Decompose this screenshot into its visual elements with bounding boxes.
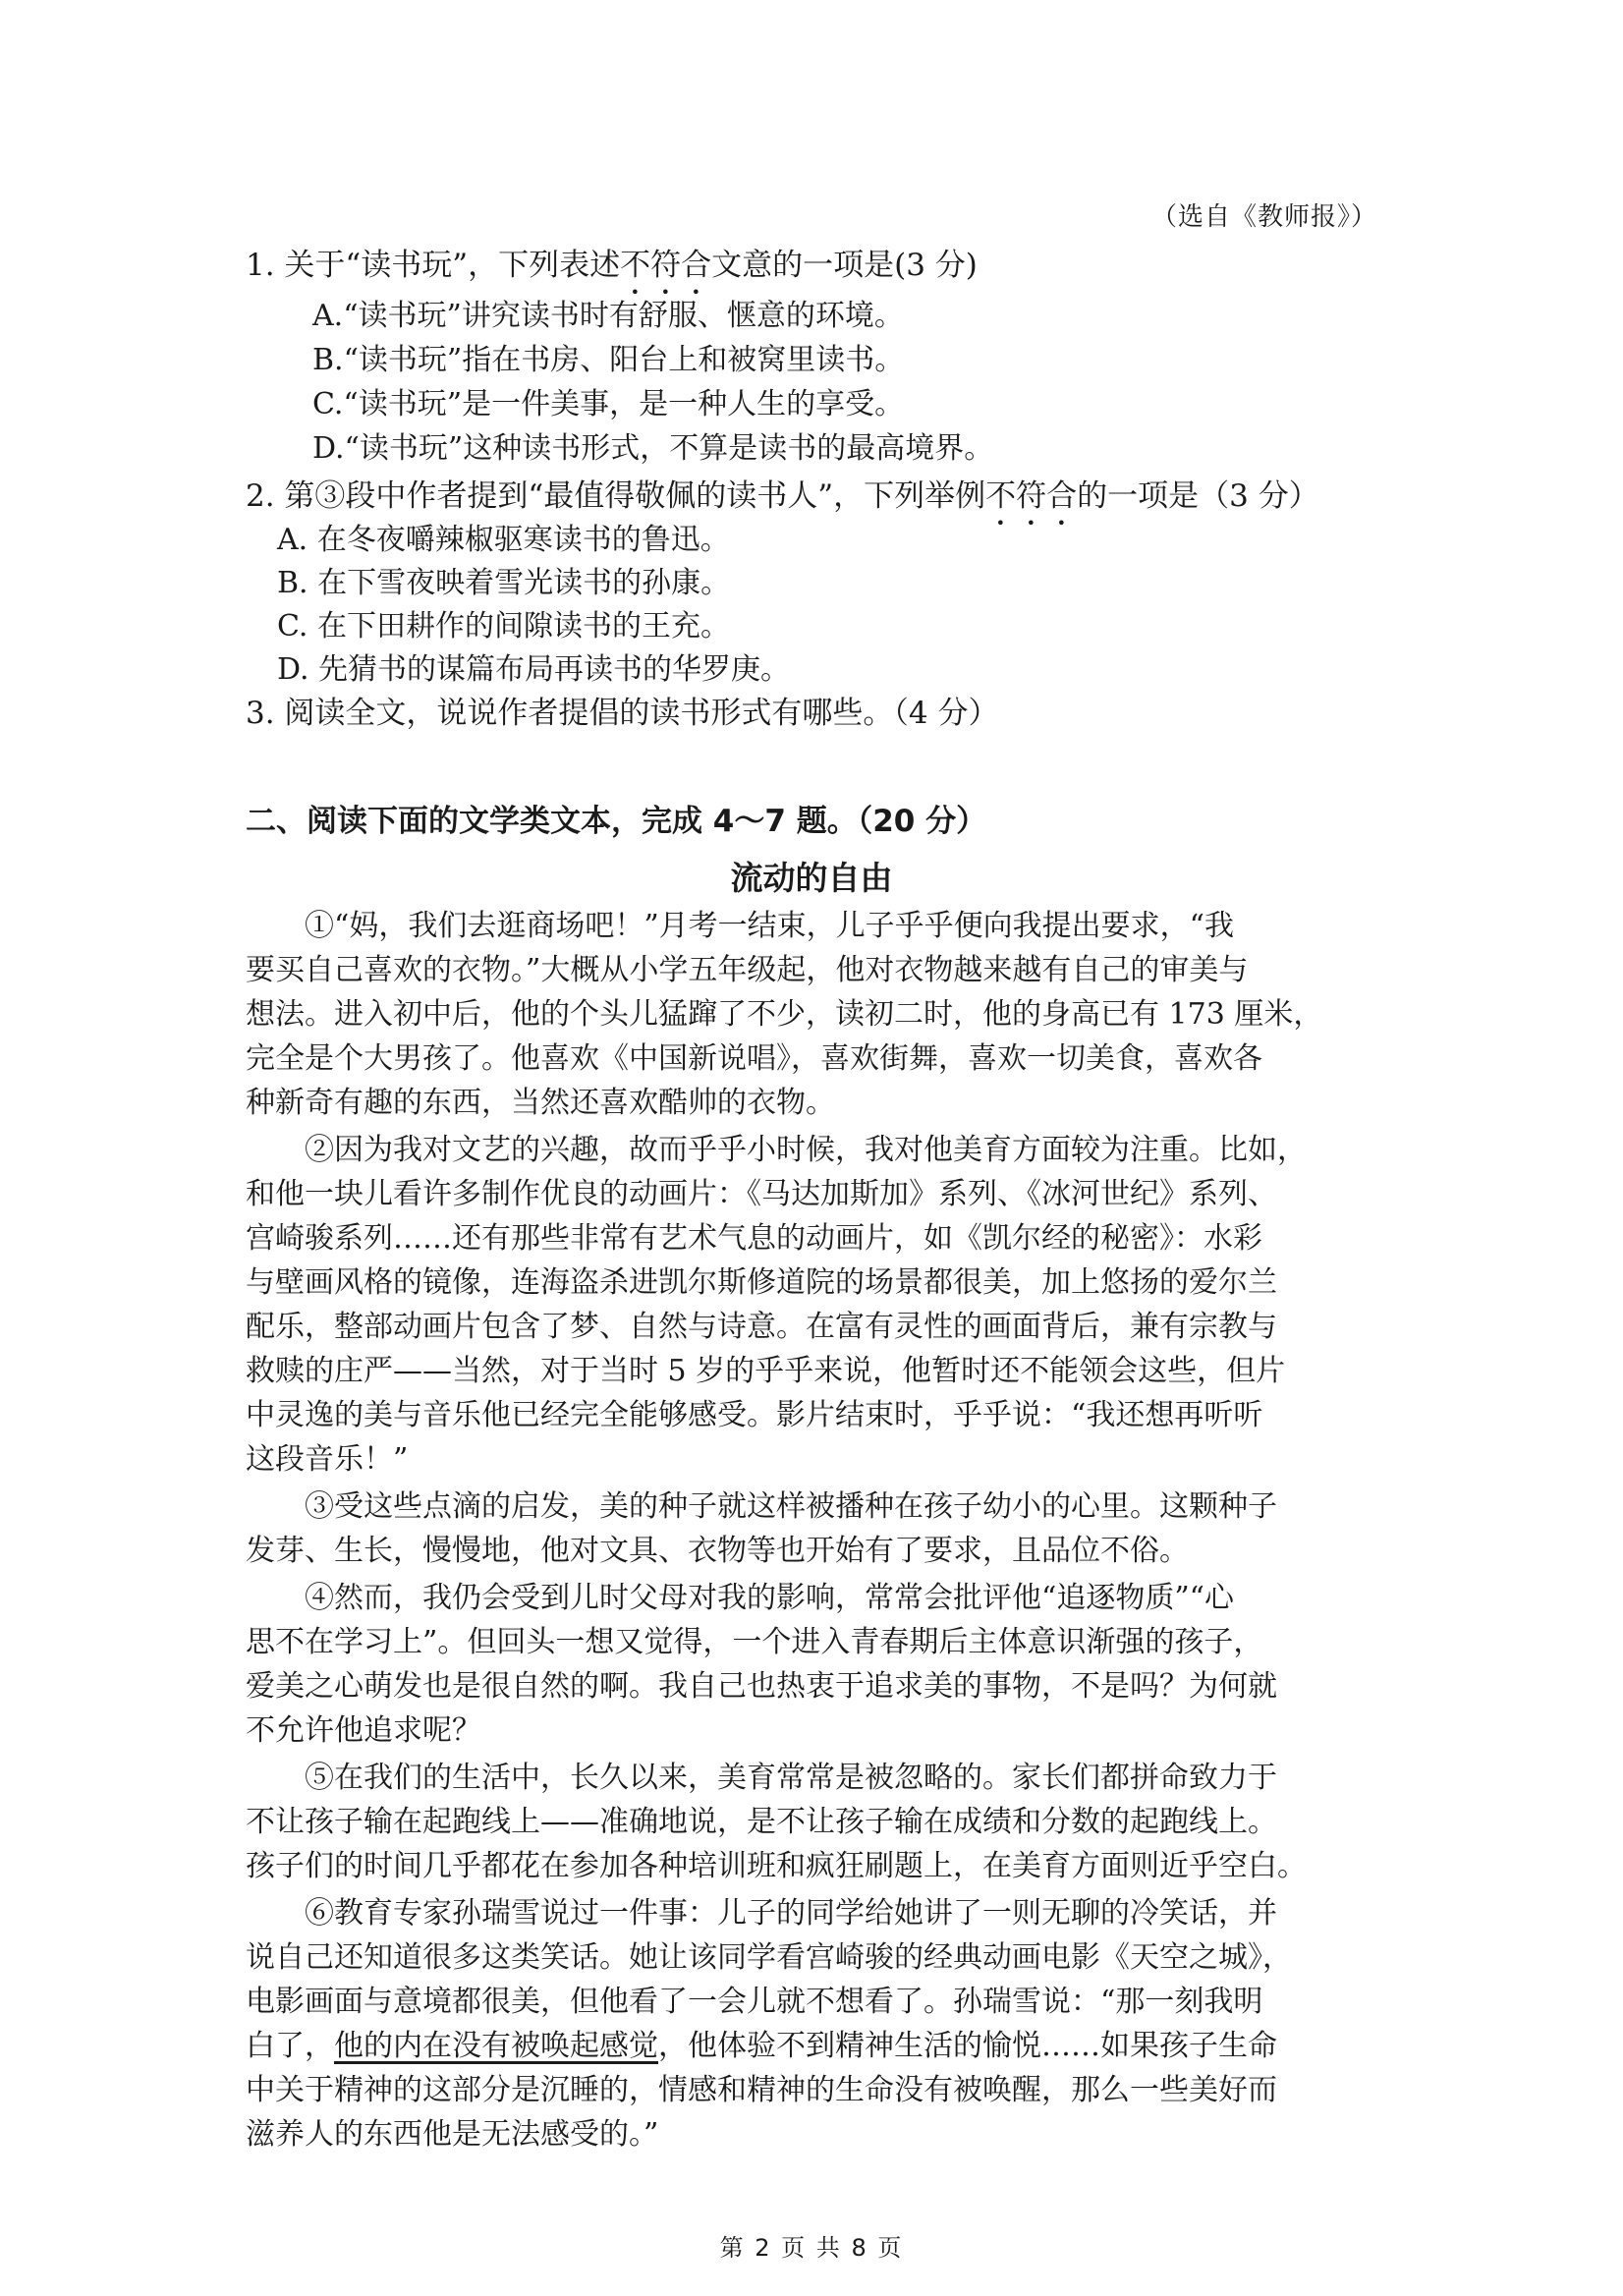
q2-option-b: B. 在下雪夜映着雪光读书的孙康。: [277, 566, 731, 600]
article-line: 不允许他追求呢？: [246, 1713, 481, 1748]
article-line: 救赎的庄严——当然，对于当时 5 岁的乎乎来说，他暂时还不能领会这些，但片: [246, 1354, 1286, 1388]
q2-stem-b: 的一项是（3 分）: [1077, 478, 1319, 514]
article-line: 想法。进入初中后，他的个头儿猛蹿了不少，读初二时，他的身高已有 173 厘米，: [246, 997, 1323, 1032]
article-line: 宫崎骏系列……还有那些非常有艺术气息的动画片，如《凯尔经的秘密》：水彩: [246, 1221, 1262, 1256]
article-line-underlined: [246, 2029, 1277, 2063]
q2-option-d: D. 先猜书的谋篇布局再读书的华罗庚。: [277, 652, 791, 687]
article-line: ②因为我对文艺的兴趣，故而乎乎小时候，我对他美育方面较为注重。比如，: [305, 1133, 1307, 1167]
article-line: 中关于精神的这部分是沉睡的，情感和精神的生命没有被唤醒，那么一些美好而: [246, 2073, 1277, 2107]
q1-option-d: D.“读书玩”这种读书形式，不算是读书的最高境界。: [312, 431, 994, 466]
article-line: 和他一块儿看许多制作优良的动画片：《马达加斯加》系列、《冰河世纪》系列、: [246, 1177, 1277, 1211]
q1-stem-a: 1. 关于“读书玩”，下列表述: [246, 248, 621, 283]
q1-option-a: A.“读书玩”讲究读书时有舒服、惬意的环境。: [312, 299, 904, 333]
article-line: 配乐，整部动画片包含了梦、自然与诗意。在富有灵性的画面背后，兼有宗教与: [246, 1310, 1277, 1344]
q1-stem-emphasis: 不符合: [620, 248, 712, 283]
article-line: 孩子们的时间几乎都花在参加各种培训班和疯狂刷题上，在美育方面则近乎空白。: [246, 1849, 1307, 1883]
q2-option-c: C. 在下田耕作的间隙读书的王充。: [277, 609, 730, 644]
article-line: 中灵逸的美与音乐他已经完全能够感受。影片结束时，乎乎说：“我还想再听听: [246, 1398, 1263, 1432]
article-text: 白了，: [246, 2029, 334, 2063]
article-line: ⑤在我们的生活中，长久以来，美育常常是被忽略的。家长们都拼命致力于: [305, 1761, 1277, 1795]
article-line: ④然而，我仍会受到儿时父母对我的影响，常常会批评他“追逐物质”“心: [305, 1581, 1235, 1615]
article-line: 要买自己喜欢的衣物。”大概从小学五年级起，他对衣物越来越有自己的审美与: [246, 953, 1249, 987]
article-text: ，他体验不到精神生活的愉悦……如果孩子生命: [658, 2029, 1277, 2063]
article-title: 流动的自由: [730, 859, 893, 897]
q1-stem: [246, 248, 978, 302]
article-line: 发芽、生长，慢慢地，他对文具、衣物等也开始有了要求，且品位不俗。: [246, 1534, 1189, 1568]
q1-option-b: B.“读书玩”指在书房、阳台上和被窝里读书。: [312, 343, 905, 377]
underlined-phrase: 他的内在没有被唤起感觉: [334, 2029, 658, 2063]
article-line: ③受这些点滴的启发，美的种子就这样被播种在孩子幼小的心里。这颗种子: [305, 1489, 1277, 1524]
page-footer: 第 2 页 共 8 页: [719, 2234, 904, 2262]
article-line: ①“妈，我们去逛商场吧！”月考一结束，儿子乎乎便向我提出要求，“我: [305, 909, 1235, 943]
q2-stem-emphasis: 不符合: [985, 478, 1078, 514]
article-line: 完全是个大男孩了。他喜欢《中国新说唱》，喜欢街舞，喜欢一切美食，喜欢各: [246, 1041, 1262, 1076]
article-line: ⑥教育专家孙瑞雪说过一件事：儿子的同学给她讲了一则无聊的冷笑话，并: [305, 1896, 1277, 1931]
article-line: 不让孩子输在起跑线上——准确地说，是不让孩子输在成绩和分数的起跑线上。: [246, 1805, 1277, 1839]
article-line: 电影画面与意境都很美，但他看了一会儿就不想看了。孙瑞雪说：“那一刻我明: [246, 1985, 1263, 2019]
q3-stem: 3. 阅读全文，说说作者提倡的读书形式有哪些。（4 分）: [246, 696, 999, 731]
section-heading: 二、阅读下面的文学类文本，完成 4～7 题。（20 分）: [246, 804, 987, 839]
article-line: 种新奇有趣的东西，当然还喜欢酷帅的衣物。: [246, 1086, 835, 1120]
q2-option-a: A. 在冬夜嚼辣椒驱寒读书的鲁迅。: [277, 523, 730, 557]
article-line: 滋养人的东西他是无法感受的。”: [246, 2117, 659, 2152]
article-line: 这段音乐！”: [246, 1442, 409, 1477]
article-line: 爱美之心萌发也是很自然的啊。我自己也热衷于追求美的事物，不是吗？为何就: [246, 1669, 1277, 1704]
q1-option-c: C.“读书玩”是一件美事，是一种人生的享受。: [312, 387, 905, 421]
article-line: 思不在学习上”。但回头一想又觉得，一个进入青春期后主体意识渐强的孩子，: [246, 1625, 1263, 1659]
article-line: 说自己还知道很多这类笑话。她让该同学看宫崎骏的经典动画电影《天空之城》，: [246, 1940, 1292, 1975]
q2-stem-a: 2. 第③段中作者提到“最值得敬佩的读书人”，下列举例: [246, 478, 986, 514]
article-line: 与壁画风格的镜像，连海盗杀进凯尔斯修道院的场景都很美，加上悠扬的爱尔兰: [246, 1265, 1277, 1300]
source-note: （选自《教师报》）: [1150, 202, 1377, 232]
q1-stem-b: 文意的一项是(3 分): [711, 248, 978, 283]
